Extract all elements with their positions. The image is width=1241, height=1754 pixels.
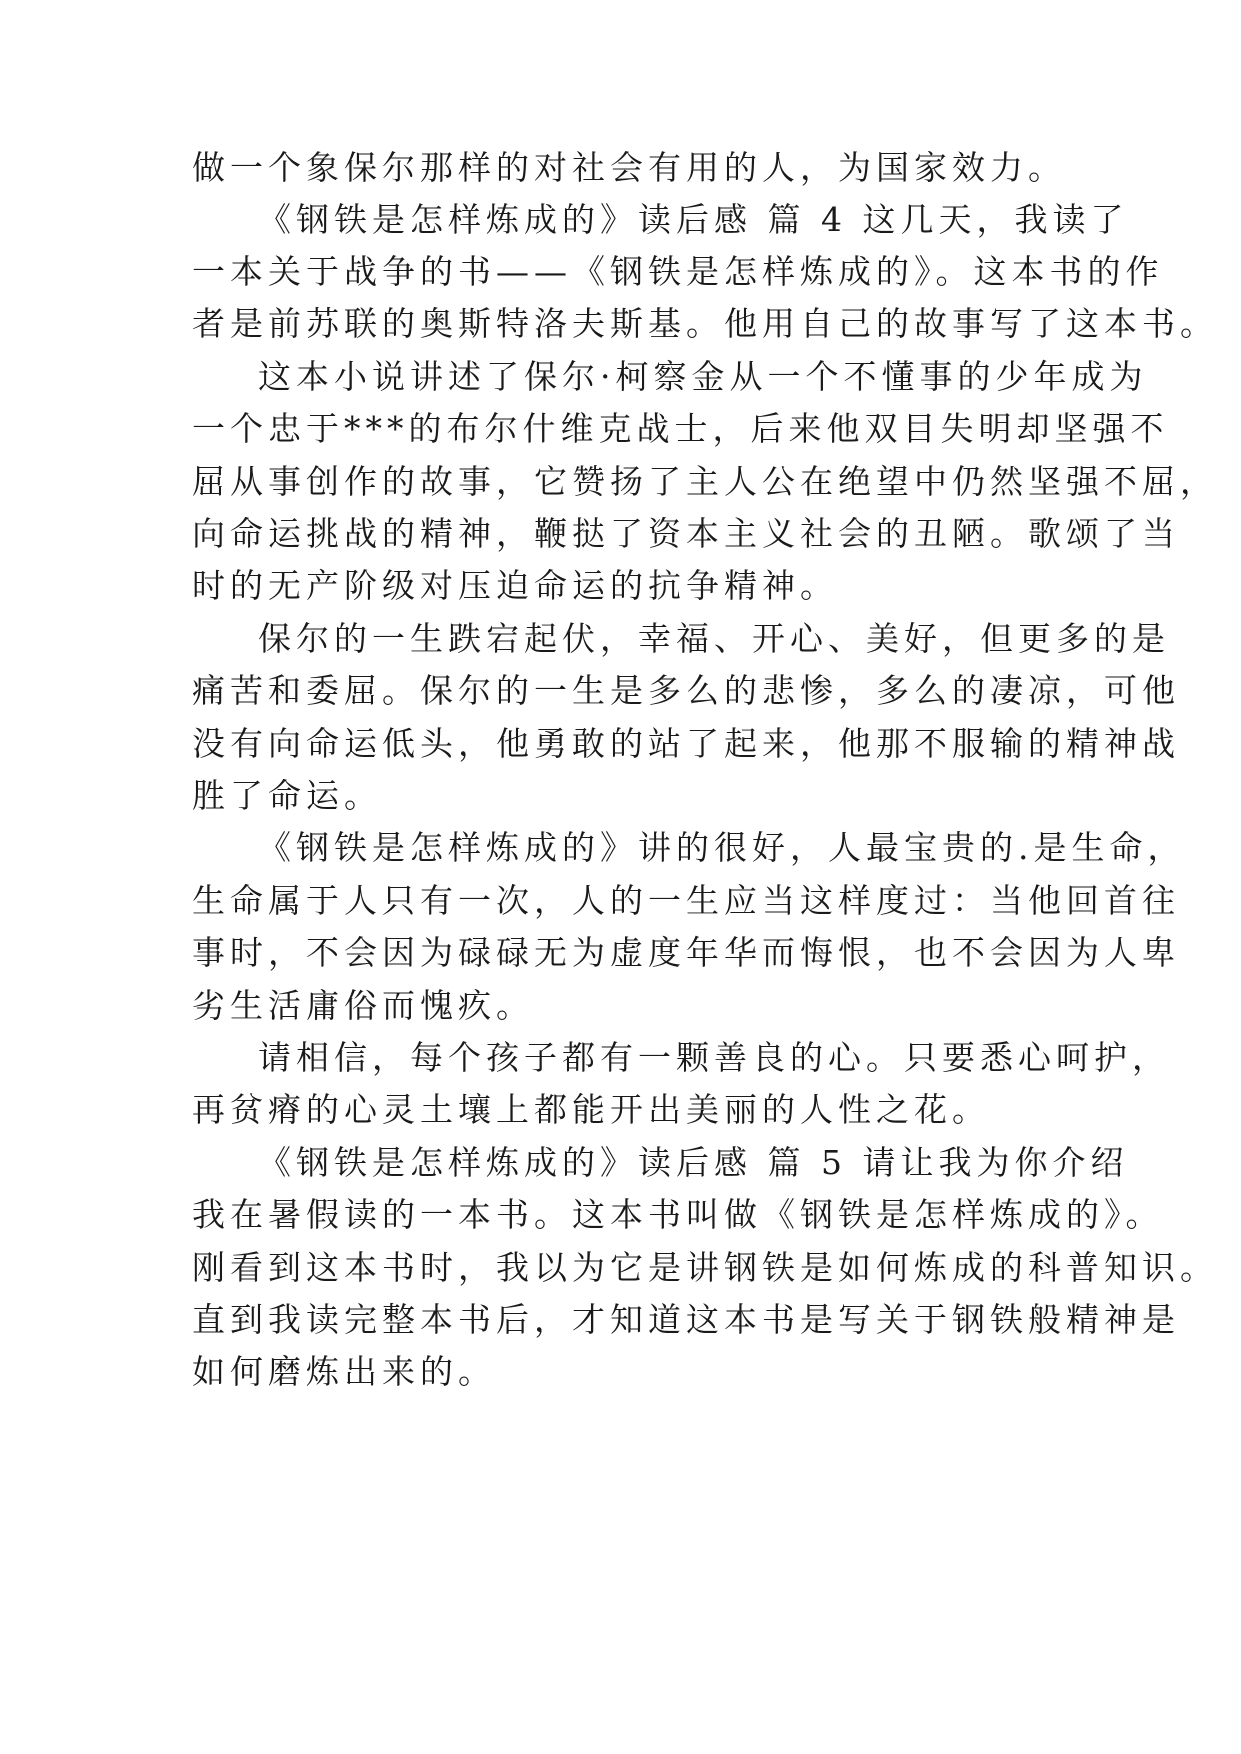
text-line-7: 屈从事创作的故事，它赞扬了主人公在绝望中仍然坚强不屈， xyxy=(192,462,1218,501)
text-line-22: 刚看到这本书时，我以为它是讲钢铁是如何炼成的科普知识。 xyxy=(192,1248,1218,1287)
text-line-1: 做一个象保尔那样的对社会有用的人，为国家效力。 xyxy=(192,148,1066,187)
text-line-18: 请相信，每个孩子都有一颗善良的心。只要悉心呵护， xyxy=(258,1038,1170,1077)
text-line-16: 事时，不会因为碌碌无为虚度年华而悔恨，也不会因为人卑 xyxy=(192,933,1180,972)
text-line-15: 生命属于人只有一次，人的一生应当这样度过：当他回首往 xyxy=(192,881,1180,920)
text-line-12: 没有向命运低头，他勇敢的站了起来，他那不服输的精神战 xyxy=(192,724,1180,763)
text-line-23: 直到我读完整本书后，才知道这本书是写关于钢铁般精神是 xyxy=(192,1300,1180,1339)
text-line-9: 时的无产阶级对压迫命运的抗争精神。 xyxy=(192,566,838,605)
text-line-4: 者是前苏联的奥斯特洛夫斯基。他用自己的故事写了这本书。 xyxy=(192,304,1218,343)
text-line-20: 《钢铁是怎样炼成的》读后感 篇 5 请让我为你介绍 xyxy=(258,1143,1129,1182)
text-line-2: 《钢铁是怎样炼成的》读后感 篇 4 这几天，我读了 xyxy=(258,200,1129,239)
text-line-14: 《钢铁是怎样炼成的》讲的很好，人最宝贵的.是生命， xyxy=(258,828,1186,867)
text-line-8: 向命运挑战的精神，鞭挞了资本主义社会的丑陋。歌颂了当 xyxy=(192,514,1180,553)
text-line-24: 如何磨炼出来的。 xyxy=(192,1352,496,1391)
text-line-21: 我在暑假读的一本书。这本书叫做《钢铁是怎样炼成的》。 xyxy=(192,1195,1164,1234)
text-line-6: 一个忠于***的布尔什维克战士，后来他双目失明却坚强不 xyxy=(192,409,1169,448)
text-line-5: 这本小说讲述了保尔·柯察金从一个不懂事的少年成为 xyxy=(258,357,1148,396)
text-line-19: 再贫瘠的心灵土壤上都能开出美丽的人性之花。 xyxy=(192,1090,990,1129)
text-line-17: 劣生活庸俗而愧疚。 xyxy=(192,986,534,1025)
text-line-10: 保尔的一生跌宕起伏，幸福、开心、美好，但更多的是 xyxy=(258,619,1170,658)
text-line-13: 胜了命运。 xyxy=(192,776,382,815)
text-line-3: 一本关于战争的书——《钢铁是怎样炼成的》。这本书的作 xyxy=(192,252,1164,291)
text-line-11: 痛苦和委屈。保尔的一生是多么的悲惨，多么的凄凉，可他 xyxy=(192,671,1180,710)
